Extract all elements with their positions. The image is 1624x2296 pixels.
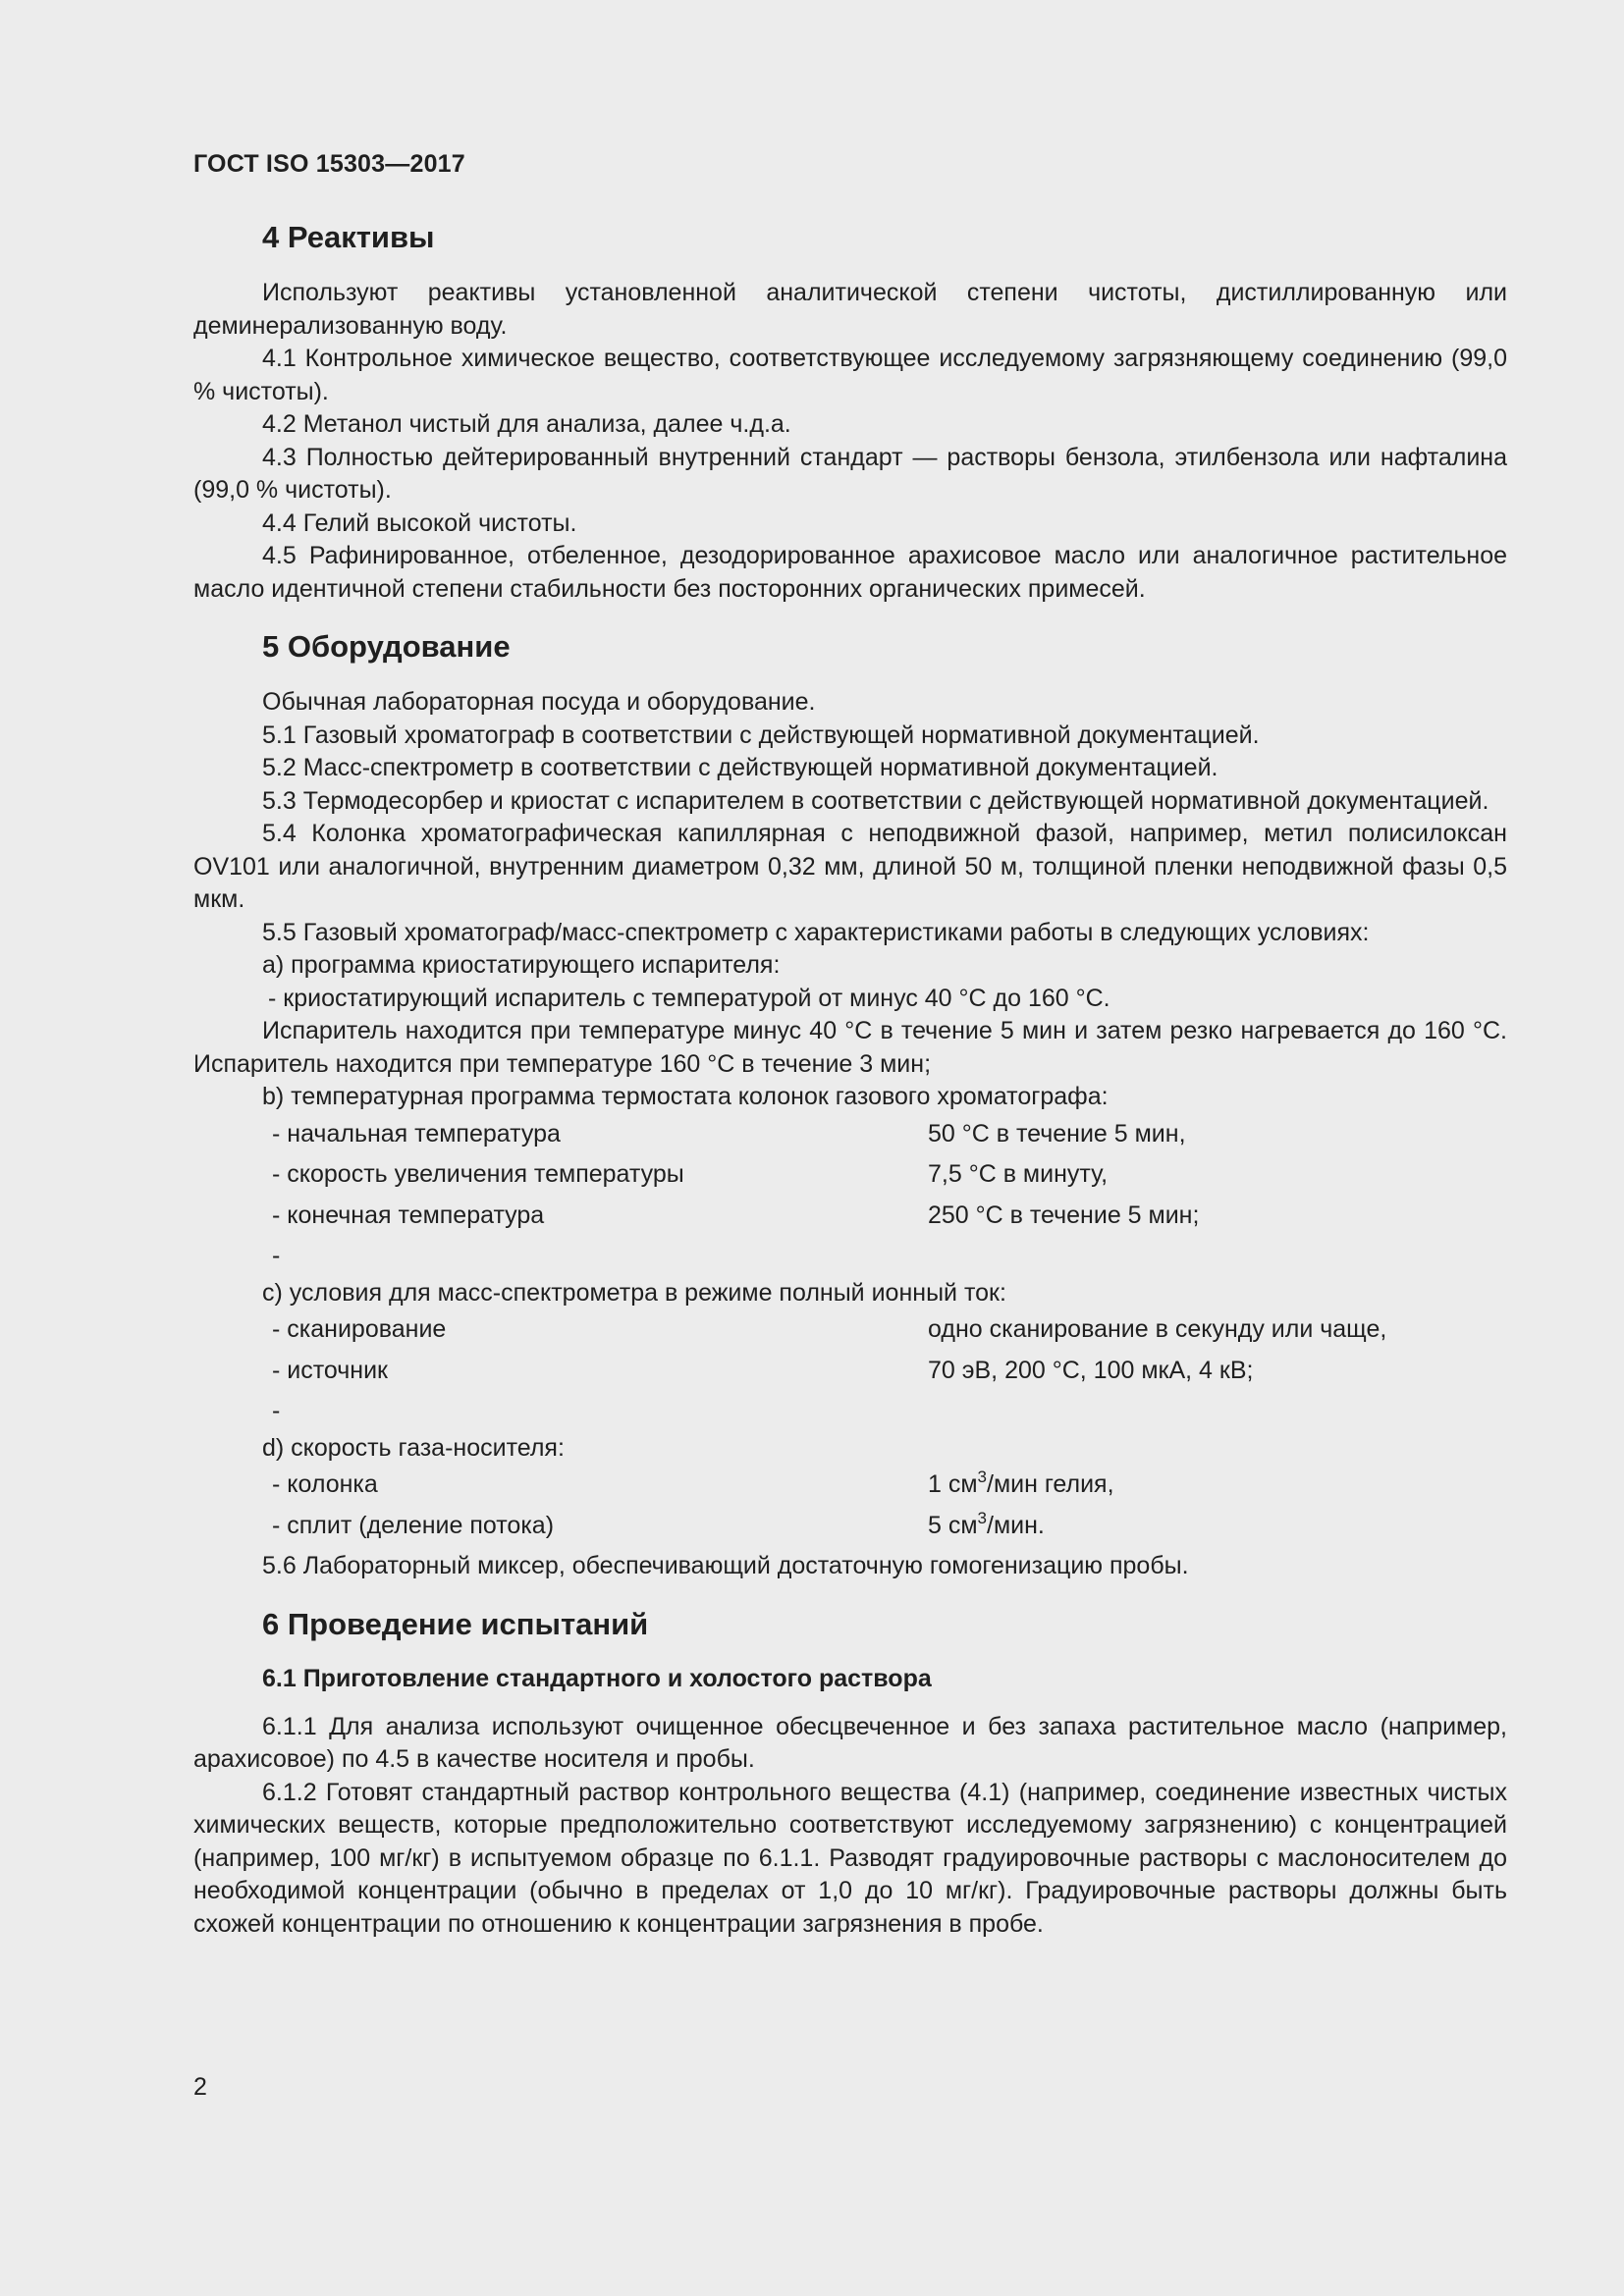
item-4-3: 4.3 Полностью дейтерированный внутренний стандарт — растворы бензола, этилбензола или нафталина (99,0 % чистоты). [193,443,1507,504]
list-b-row [193,1200,1507,1233]
param-name: - источник [272,1356,388,1384]
section-4-title: 4 Реактивы [262,220,435,254]
item-4-4: 4.4 Гелий высокой чистоты. [262,508,577,537]
param-name: - сплит (деление потока) [272,1511,555,1539]
list-a-text: Испаритель находится при температуре минус 40 °С в течение 5 мин и затем резко нагревается до 160 °С. Испаритель находится при температуре 160 °С в течение 3 мин; [193,1017,1507,1078]
list-c-row [193,1355,1507,1388]
list-d-row [193,1468,1507,1502]
item-5-1: 5.1 Газовый хроматограф в соответствии с действующей нормативной документацией. [262,721,1260,749]
subsection-6-1-title: 6.1 Приготовление стандартного и холостого раствора [262,1664,932,1692]
list-c-title: c) условия для масс-спектрометра в режиме полный ионный ток: [262,1278,1006,1307]
list-c-dash: - [272,1397,281,1424]
param-value: 70 эВ, 200 °С, 100 мкА, 4 кВ; [928,1356,1254,1384]
list-b-title: b) температурная программа термостата колонок газового хроматографа: [262,1083,1109,1110]
item-6-1-1: 6.1.1 Для анализа используют очищенное обесцвеченное и без запаха растительное масло (например, арахисовое) по 4.5 в качестве носителя и пробы. [193,1712,1507,1773]
item-5-2: 5.2 Масс-спектрометр в соответствии с действующей нормативной документацией. [262,754,1218,781]
value-unit: /мин. [987,1511,1045,1539]
list-a-title: a) программа криостатирующего испарителя: [262,951,781,979]
item-4-2: 4.2 Метанол чистый для анализа, далее ч.д.а. [262,410,791,438]
param-name: - колонка [272,1470,378,1498]
item-4-1: 4.1 Контрольное химическое вещество, соответствующее исследуемому загрязняющему соединению (99,0 % чистоты). [193,345,1507,405]
param-name: - сканирование [272,1315,447,1343]
param-name: - начальная температура [272,1119,561,1148]
value-unit: /мин гелия, [987,1470,1114,1498]
page-number: 2 [193,2073,207,2101]
item-5-4: 5.4 Колонка хроматографическая капиллярная с неподвижной фазой, например, метил полисилоксан OV101 или аналогичной, внутренним диаметром 0,32 мм, длиной 50 м, толщиной пленки неподвижной фазы 0,5 мкм. [193,820,1507,913]
list-d-title: d) скорость газа-носителя: [262,1433,565,1462]
param-value: одно сканирование в секунду или чаще, [928,1315,1387,1343]
list-c-row [193,1313,1507,1347]
list-b-row [193,1118,1507,1151]
item-6-1-2: 6.1.2 Готовят стандартный раствор контрольного вещества (4.1) (например, соединение известных чистых химических веществ, которые предположительно соответствуют исследуемому загрязнению) с концентрацией (например, 100 мг/кг) в испытуемом образце по 6.1.1. Разводят градуировочные растворы с маслоносителем до необходимой концентрации (обычно в пределах от 1,0 до 10 мг/кг). Градуировочные растворы должны быть схожей концентрации по отношению к концентрации загрязнения в пробе. [193,1778,1507,1938]
section-5-title: 5 Оборудование [262,629,511,664]
section-5-intro: Обычная лабораторная посуда и оборудование. [262,688,816,716]
param-name: - конечная температура [272,1201,545,1229]
param-value: 250 °С в течение 5 мин; [928,1201,1200,1229]
param-value: 50 °С в течение 5 мин, [928,1119,1186,1148]
param-value [928,1468,1507,1502]
value-exponent: 3 [977,1508,988,1527]
list-d-row [193,1510,1507,1543]
param-value [928,1510,1507,1543]
param-name: - скорость увеличения температуры [272,1160,684,1188]
item-5-3: 5.3 Термодесорбер и криостат с испарителем в соответствии с действующей нормативной документацией. [262,786,1489,815]
document-header: ГОСТ ISO 15303—2017 [193,150,465,178]
document-body [193,218,1507,1941]
section-4-intro: Используют реактивы установленной аналитической степени чистоты, дистиллированную или деминерализованную воду. [193,279,1507,340]
list-b-row [193,1158,1507,1192]
list-a-item: - криостатирующий испаритель с температурой от минус 40 °С до 160 °С. [268,984,1110,1012]
value-number: 5 см [928,1511,978,1539]
value-exponent: 3 [977,1468,988,1486]
item-5-5: 5.5 Газовый хроматограф/масс-спектрометр с характеристиками работы в следующих условиях: [262,918,1370,946]
section-6-title: 6 Проведение испытаний [262,1606,649,1641]
list-b-dash: - [272,1242,281,1269]
value-number: 1 см [928,1470,978,1498]
item-4-5: 4.5 Рафинированное, отбеленное, дезодорированное арахисовое масло или аналогичное растительное масло идентичной степени стабильности без посторонних органических примесей. [193,542,1507,603]
param-value: 7,5 °С в минуту, [928,1160,1109,1188]
item-5-6: 5.6 Лабораторный миксер, обеспечивающий достаточную гомогенизацию пробы. [262,1552,1189,1579]
